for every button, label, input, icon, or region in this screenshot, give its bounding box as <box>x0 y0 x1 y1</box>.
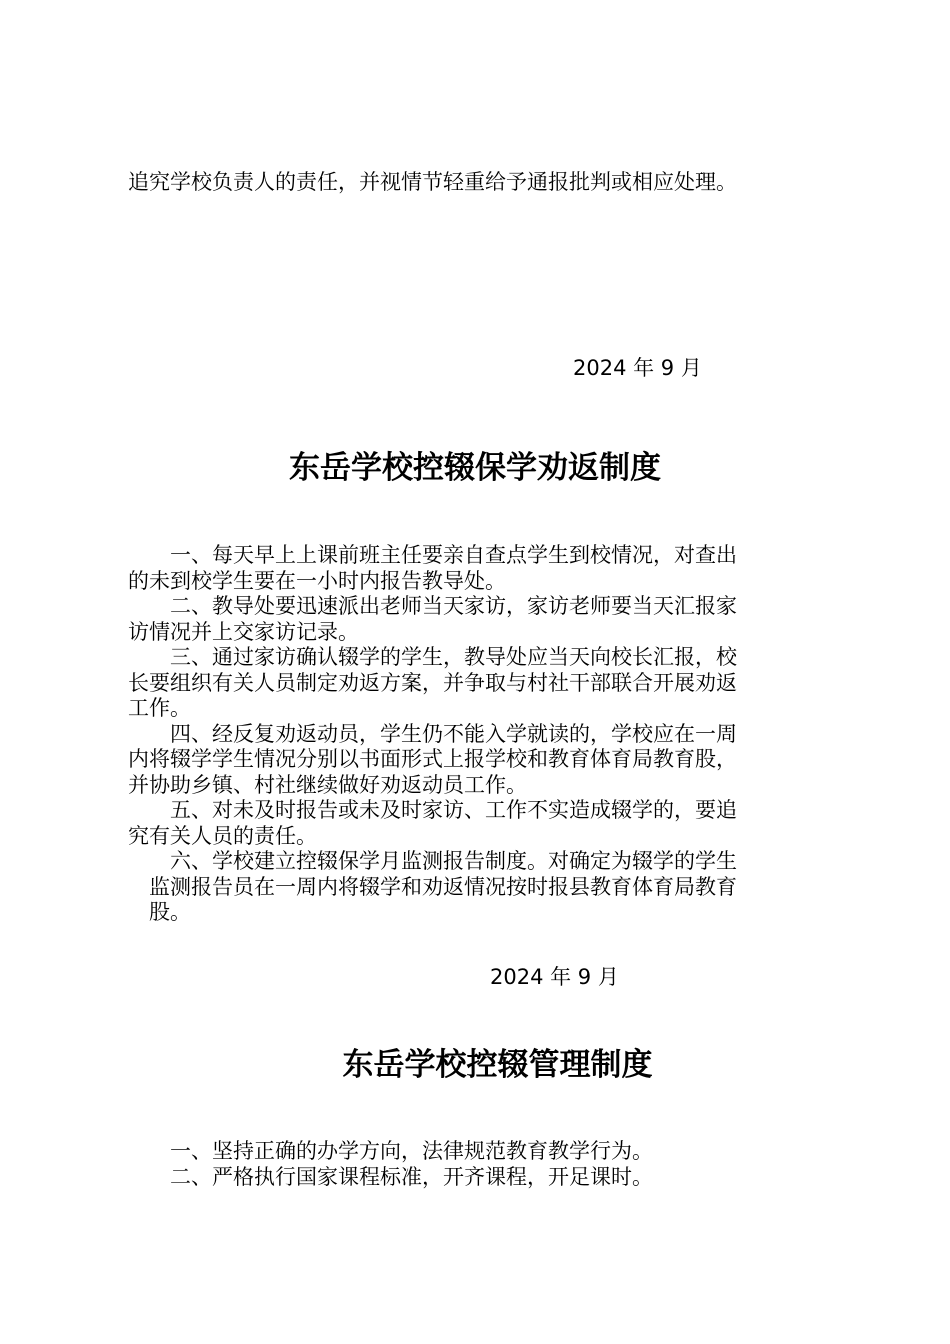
section-1-item-6 <box>128 849 737 926</box>
line: 六、学校建立控辍保学月监测报告制度。对确定为辍学的学生 <box>128 849 737 873</box>
line: 一、每天早上上课前班主任要亲自查点学生到校情况，对查出 <box>128 543 737 567</box>
section-1-title: 东岳学校控辍保学劝返制度 <box>289 450 661 486</box>
section-1-item-4 <box>128 722 737 799</box>
line: 内将辍学学生情况分别以书面形式上报学校和教育体育局教育股， <box>128 747 737 771</box>
section-1-item-1 <box>128 543 737 594</box>
line: 访情况并上交家访记录。 <box>128 619 359 644</box>
section-2-body <box>128 1139 653 1190</box>
line: 股。 <box>128 900 191 924</box>
line: 二、教导处要迅速派出老师当天家访，家访老师要当天汇报家 <box>128 594 737 618</box>
line: 四、经反复劝返动员，学生仍不能入学就读的，学校应在一周 <box>128 721 737 746</box>
section-1-body <box>128 543 737 926</box>
line: 并协助乡镇、村社继续做好劝返动员工作。 <box>128 772 527 797</box>
section-1-item-3 <box>128 645 737 722</box>
section-1-item-5 <box>128 798 737 849</box>
section-2-title: 东岳学校控辍管理制度 <box>342 1047 653 1083</box>
line: 三、通过家访确认辍学的学生，教导处应当天向校长汇报，校 <box>128 645 737 669</box>
intro-line: 追究学校负责人的责任，并视情节轻重给予通报批判或相应处理。 <box>128 170 737 194</box>
section-1-item-2 <box>128 594 737 645</box>
line: 长要组织有关人员制定劝返方案，并争取与村社干部联合开展劝返 <box>128 670 737 695</box>
section-2-item-2: 二、严格执行国家课程标准，开齐课程，开足课时。 <box>128 1164 653 1189</box>
line: 工作。 <box>128 696 191 720</box>
date-2: 2024 年 9 月 <box>490 965 619 989</box>
line: 监测报告员在一周内将辍学和劝返情况按时报县教育体育局教育 <box>128 874 737 899</box>
line: 的未到校学生要在一小时内报告教导处。 <box>128 568 506 593</box>
date-1: 2024 年 9 月 <box>573 356 702 380</box>
line: 究有关人员的责任。 <box>128 823 317 848</box>
line: 五、对未及时报告或未及时家访、工作不实造成辍学的，要追 <box>128 798 737 822</box>
section-2-item-1: 一、坚持正确的办学方向，法律规范教育教学行为。 <box>128 1139 653 1163</box>
